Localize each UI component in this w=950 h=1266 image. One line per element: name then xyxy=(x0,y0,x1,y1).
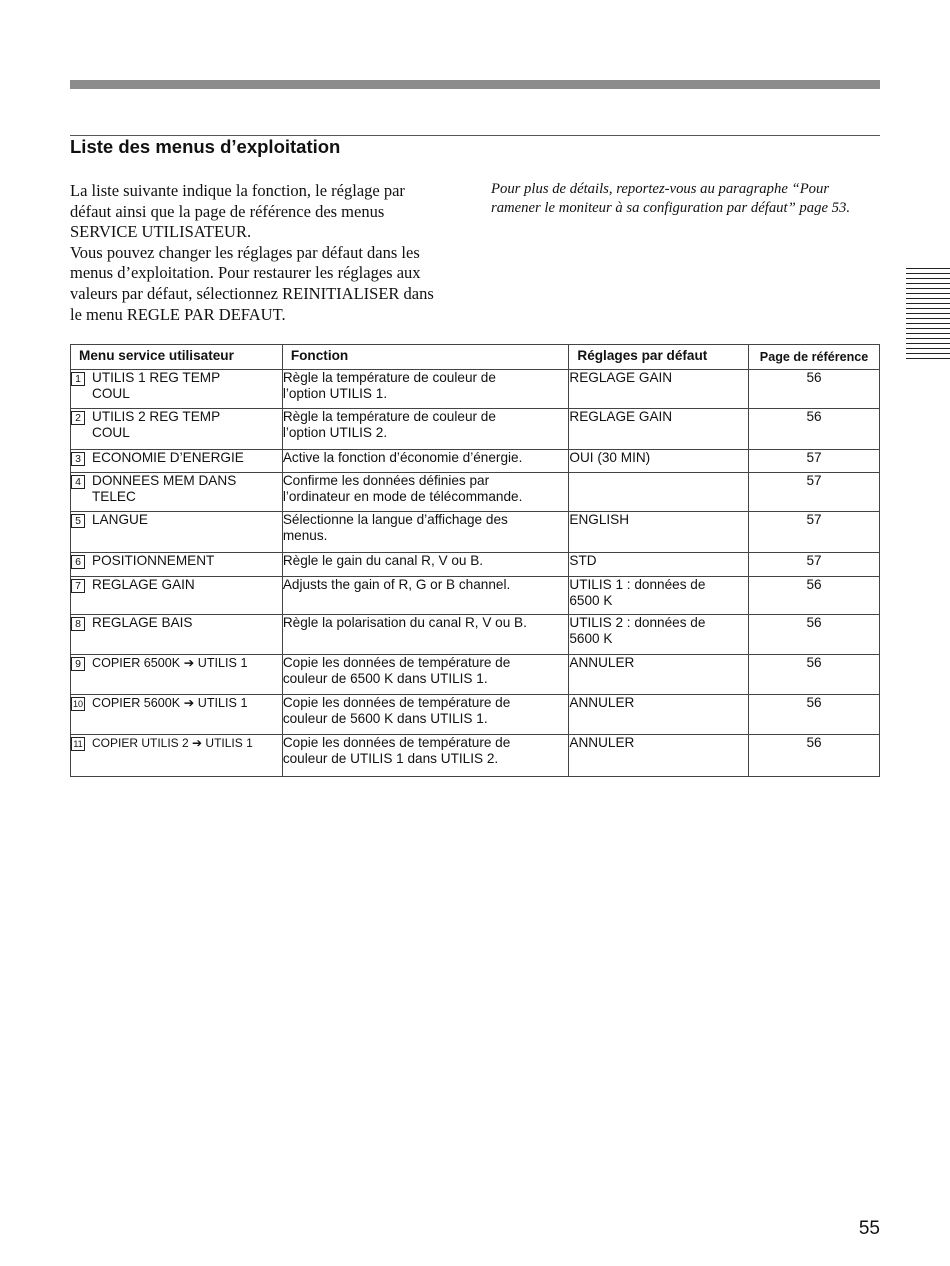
page-cell: 57 xyxy=(749,450,880,473)
menu-name: POSITIONNEMENT xyxy=(92,553,215,568)
page-cell: 57 xyxy=(749,553,880,577)
function-text: Sélectionne la langue d’affichage des xyxy=(282,512,508,527)
menu-cell xyxy=(71,553,283,577)
intro-line: le menu REGLE PAR DEFAUT. xyxy=(70,304,286,324)
intro-line: Vous pouvez changer les réglages par défaut dans les xyxy=(70,242,420,262)
menu-cell xyxy=(71,370,283,409)
table-row xyxy=(71,512,880,553)
function-cell xyxy=(282,370,569,409)
page-cell: 56 xyxy=(749,370,880,409)
menu-name: REGLAGE BAIS xyxy=(92,615,193,630)
item-number-box: 2 xyxy=(71,411,85,425)
menu-name: COPIER 6500K ➔ UTILIS 1 xyxy=(92,656,248,670)
menu-cell xyxy=(71,735,283,777)
function-cell xyxy=(282,450,569,473)
menu-table xyxy=(70,344,880,777)
header-menu: Menu service utilisateur xyxy=(71,345,283,370)
note-line: Pour plus de détails, reportez-vous au paragraphe “Pour xyxy=(491,181,830,197)
menu-cell xyxy=(71,409,283,450)
menu-cell xyxy=(71,473,283,512)
function-cell xyxy=(282,735,569,777)
page-cell: 56 xyxy=(749,577,880,615)
page-number: 55 xyxy=(858,1218,880,1239)
item-number-box: 6 xyxy=(71,555,85,569)
item-number-box: 10 xyxy=(72,699,83,709)
menu-name: COPIER 5600K ➔ UTILIS 1 xyxy=(92,696,248,710)
default-cell xyxy=(569,577,749,615)
default-cell xyxy=(569,370,749,409)
header-default: Réglages par défaut xyxy=(569,345,749,370)
default-cell xyxy=(569,735,749,777)
function-text: Copie les données de température de xyxy=(282,695,511,710)
section-title: Liste des menus d’exploitation xyxy=(70,136,341,157)
menu-name: ECONOMIE D’ENERGIE xyxy=(92,450,244,465)
function-text: couleur de UTILIS 1 dans UTILIS 2. xyxy=(282,751,499,766)
function-text: Règle le gain du canal R, V ou B. xyxy=(282,553,484,568)
table-row xyxy=(71,735,880,777)
function-text: Confirme les données définies par xyxy=(282,473,490,488)
header-page: Page de référence xyxy=(749,345,880,370)
default-cell xyxy=(569,473,749,512)
item-number-box: 4 xyxy=(71,475,85,489)
table-row xyxy=(71,615,880,655)
table-header-row xyxy=(71,345,880,370)
page-cell: 56 xyxy=(749,695,880,735)
item-number-box: 7 xyxy=(71,579,85,593)
default-cell xyxy=(569,450,749,473)
menu-name: REGLAGE GAIN xyxy=(92,577,195,592)
page-cell: 56 xyxy=(749,735,880,777)
page-cell: 57 xyxy=(749,512,880,553)
default-cell xyxy=(569,615,749,655)
page-cell: 56 xyxy=(749,655,880,695)
default-value: STD xyxy=(569,553,597,568)
function-cell xyxy=(282,553,569,577)
default-value: ENGLISH xyxy=(569,512,630,527)
default-value: REGLAGE GAIN xyxy=(569,409,673,424)
function-text: Copie les données de température de xyxy=(282,735,511,750)
menu-name: DONNEES MEM DANS xyxy=(92,473,237,488)
default-value: ANNULER xyxy=(569,735,635,750)
table-row xyxy=(71,695,880,735)
menu-cell xyxy=(71,577,283,615)
default-value: UTILIS 2 : données de xyxy=(569,615,706,630)
function-text: Active la fonction d’économie d’énergie. xyxy=(282,450,523,465)
function-text: menus. xyxy=(282,528,328,543)
table-row xyxy=(71,553,880,577)
page-cell: 56 xyxy=(749,409,880,450)
header-function: Fonction xyxy=(282,345,569,370)
function-text: Copie les données de température de xyxy=(282,655,511,670)
function-text: couleur de 5600 K dans UTILIS 1. xyxy=(282,711,488,726)
default-value: ANNULER xyxy=(569,655,635,670)
function-cell xyxy=(282,695,569,735)
table-row xyxy=(71,370,880,409)
menu-name: TELEC xyxy=(92,489,136,504)
function-cell xyxy=(282,655,569,695)
intro-line: La liste suivante indique la fonction, le réglage par xyxy=(70,181,405,200)
item-number-box: 9 xyxy=(71,657,85,671)
intro-line: valeurs par défaut, sélectionnez REINITIALISER dans xyxy=(70,283,434,303)
item-number-box: 3 xyxy=(71,452,85,466)
page-cell: 57 xyxy=(749,473,880,512)
function-text: Règle la polarisation du canal R, V ou B. xyxy=(282,615,527,630)
side-index-tab xyxy=(906,268,950,363)
function-cell xyxy=(282,409,569,450)
default-cell xyxy=(569,409,749,450)
default-value: OUI (30 MIN) xyxy=(569,450,651,465)
menu-cell xyxy=(71,655,283,695)
menu-name: UTILIS 2 REG TEMP xyxy=(92,409,221,424)
menu-name: LANGUE xyxy=(92,512,148,527)
default-value: ANNULER xyxy=(569,695,635,710)
function-text: couleur de 6500 K dans UTILIS 1. xyxy=(282,671,488,686)
table-row xyxy=(71,450,880,473)
item-number-box: 8 xyxy=(71,617,85,631)
page-cell: 56 xyxy=(749,615,880,655)
default-value: 5600 K xyxy=(569,631,613,646)
menu-cell xyxy=(71,695,283,735)
table-row xyxy=(71,409,880,450)
table-row xyxy=(71,473,880,512)
function-text: Règle la température de couleur de xyxy=(282,370,496,385)
menu-name: COUL xyxy=(92,425,130,440)
function-text: l’option UTILIS 2. xyxy=(282,425,388,440)
reference-note xyxy=(491,180,886,218)
function-text: l’option UTILIS 1. xyxy=(282,386,388,401)
function-text: Adjusts the gain of R, G or B channel. xyxy=(282,577,511,592)
function-cell xyxy=(282,512,569,553)
menu-name: UTILIS 1 REG TEMP xyxy=(92,370,221,385)
top-gray-bar xyxy=(70,80,880,89)
function-cell xyxy=(282,473,569,512)
item-number-box: 5 xyxy=(71,514,85,528)
menu-cell xyxy=(71,512,283,553)
menu-name: COUL xyxy=(92,386,130,401)
function-cell xyxy=(282,615,569,655)
intro-line: menus d’exploitation. Pour restaurer les réglages aux xyxy=(70,263,421,283)
table-row xyxy=(71,577,880,615)
item-number-box: 1 xyxy=(71,372,85,386)
default-cell xyxy=(569,512,749,553)
intro-paragraph xyxy=(70,181,470,325)
intro-line: SERVICE UTILISATEUR. xyxy=(70,222,252,242)
default-cell xyxy=(569,695,749,735)
item-number-box: 11 xyxy=(71,737,85,751)
function-text: Règle la température de couleur de xyxy=(282,409,496,424)
table-row xyxy=(71,655,880,695)
menu-cell xyxy=(71,450,283,473)
default-value: REGLAGE GAIN xyxy=(569,370,673,385)
menu-name: COPIER UTILIS 2 ➔ UTILIS 1 xyxy=(92,736,253,750)
default-cell xyxy=(569,655,749,695)
function-cell xyxy=(282,577,569,615)
function-text: l’ordinateur en mode de télécommande. xyxy=(282,489,523,504)
default-cell xyxy=(569,553,749,577)
default-value: UTILIS 1 : données de xyxy=(569,577,706,592)
menu-cell xyxy=(71,615,283,655)
note-line: ramener le moniteur à sa configuration par défaut” page 53. xyxy=(491,200,851,216)
intro-line: défaut ainsi que la page de référence des menus xyxy=(70,201,385,221)
default-value: 6500 K xyxy=(569,593,613,608)
